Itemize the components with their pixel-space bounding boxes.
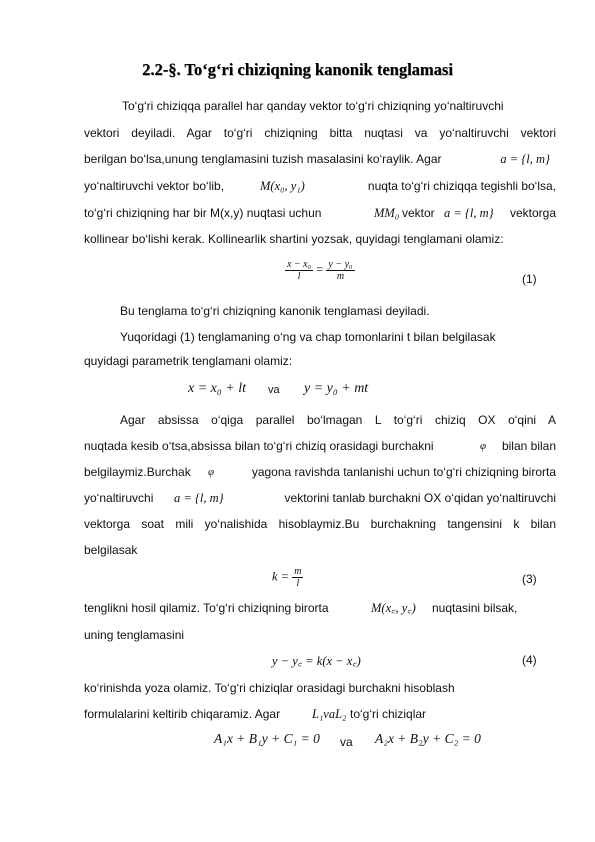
equation-number: (1)	[522, 272, 537, 286]
conjunction-va: va	[340, 735, 353, 749]
line-text: vektor	[402, 206, 435, 220]
paragraph-line: quyidagi parametrik tenglamani olamiz:	[84, 354, 293, 368]
paragraph-line: ko‘rinishda yoza olamiz. To‘g‘ri chiziqlar orasidagi burchakni hisoblash	[84, 681, 455, 695]
conjunction-va: va	[268, 384, 280, 396]
paragraph-line	[84, 705, 556, 723]
paragraph-line	[84, 463, 556, 481]
equation-number: (4)	[522, 653, 537, 667]
lines-l1-l2: L₁vaL₂	[312, 707, 347, 721]
line-text: to‘g‘ri chiziqlar	[350, 707, 427, 721]
equation-param-x: x = x₀ + lt	[188, 381, 246, 396]
equation-point-slope: y − y꜀ = k(x − x꜀)	[272, 654, 361, 668]
paragraph-line	[84, 599, 556, 617]
line-text: bilan bilan	[501, 439, 556, 453]
line-text: nuqta to‘g‘ri chiziqqa tegishli bo‘lsa,	[367, 179, 556, 193]
section-title: 2.2-§. To‘g‘ri chiziqning kanonik tenglamasi	[142, 60, 453, 79]
line-text: berilgan bo‘lsa,unung tenglamasini tuzish masalasini ko‘raylik. Agar	[84, 152, 442, 166]
point-mc-formula: M(x꜀, y꜀)	[371, 601, 416, 615]
line-text: tenglikni hosil qilamiz. To‘g‘ri chiziqning birorta	[84, 601, 329, 615]
paragraph-line	[84, 150, 556, 168]
equation-line-1: A₁x + B₁y + C₁ = 0	[214, 731, 320, 746]
paragraph-line: uning tenglamasini	[84, 628, 185, 642]
vector-a-formula: a = {l, m}	[500, 152, 550, 166]
paragraph-line: Agar abs‌issa o‘qiga parallel bo‘lmagan L to‘g‘ri chiziq OX o‘qini A	[120, 413, 556, 427]
fraction-left: $\frac{\text{x − x₀}}{l}$	[287, 259, 312, 282]
line-text: vektorini tanlab burchakni OX o‘qidan yo‘naltiruvchi	[284, 491, 556, 505]
line-text: yo‘naltiruvchi	[84, 491, 154, 505]
paragraph-line: vektori deyiladi. Agar to‘g‘ri chiziqning bitta nuqtasi va yo‘naltiruvchi vektori	[84, 126, 556, 140]
paragraph-line	[84, 177, 556, 195]
fraction-right: $\frac{\text{y − y₀}}{m}$	[328, 259, 353, 282]
phi-symbol: φ	[208, 466, 215, 478]
line-text: yo‘naltiruvchi vektor bo‘lib,	[84, 179, 225, 193]
paragraph-line: To‘g‘ri chiziqqa parallel har qanday vektor to‘g‘ri chiziqning yo‘naltiruvchi	[122, 99, 504, 113]
vector-a-formula: a = {l, m}	[174, 491, 224, 505]
equation-param-y: y = y₀ + mt	[304, 381, 369, 396]
paragraph-line: kollinear bo‘lishi kerak. Kollinearlik shartini yozsak, quyidagi tenglamani olamiz:	[84, 232, 504, 246]
line-text: yagona ravishda tanlanishi uchun to‘g‘ri chiziqning birorta	[251, 465, 556, 479]
vector-a-formula: a = {l, m}	[444, 206, 494, 220]
phi-symbol: φ	[480, 440, 487, 452]
fraction-slope: $\frac{m}{l}$	[294, 566, 302, 589]
equation-canonical: $\frac{\text{x − x₀}}{l}$ = $\frac{\text{y − y₀}}{m}$	[287, 259, 353, 282]
equation-number: (3)	[522, 572, 537, 586]
line-text: vektorga	[509, 206, 556, 220]
paragraph-line	[84, 489, 556, 507]
vector-mm0-formula: MM₀	[374, 206, 400, 220]
equation-slope: k = $\frac{m}{l}$	[272, 566, 302, 589]
paragraph-line	[84, 204, 556, 222]
paragraph-line: belgilasak	[84, 543, 138, 557]
paragraph-line: vektorga soat mili yo‘nalishida hisoblaymiz.Bu burchakning tangensini k bilan	[84, 517, 556, 531]
line-text: formulalarini keltirib chiqaramiz. Agar	[84, 707, 281, 721]
paragraph-line	[84, 437, 556, 455]
paragraph-line: Yuqoridagi (1) tenglamaning o‘ng va chap tomonlarini t bilan belgilasak	[120, 330, 496, 344]
point-m-formula: M(x₀, y₁)	[260, 179, 305, 193]
paragraph-line: Bu tenglama to‘g‘ri chiziqning kanonik tenglamasi deyiladi.	[120, 304, 430, 318]
line-text: to‘g‘ri chiziqning har bir M(x,y) nuqtasi uchun	[84, 206, 322, 220]
line-text: nuqtasini bilsak,	[432, 601, 518, 615]
equation-line-2: A₂x + B₂y + C₂ = 0	[375, 731, 481, 746]
line-text: belgilaymiz.Burchak	[84, 465, 191, 479]
line-text: nuqtada kesib o‘tsa,absissa bilan to‘g‘ri chiziq orasidagi burchakni	[84, 439, 434, 453]
